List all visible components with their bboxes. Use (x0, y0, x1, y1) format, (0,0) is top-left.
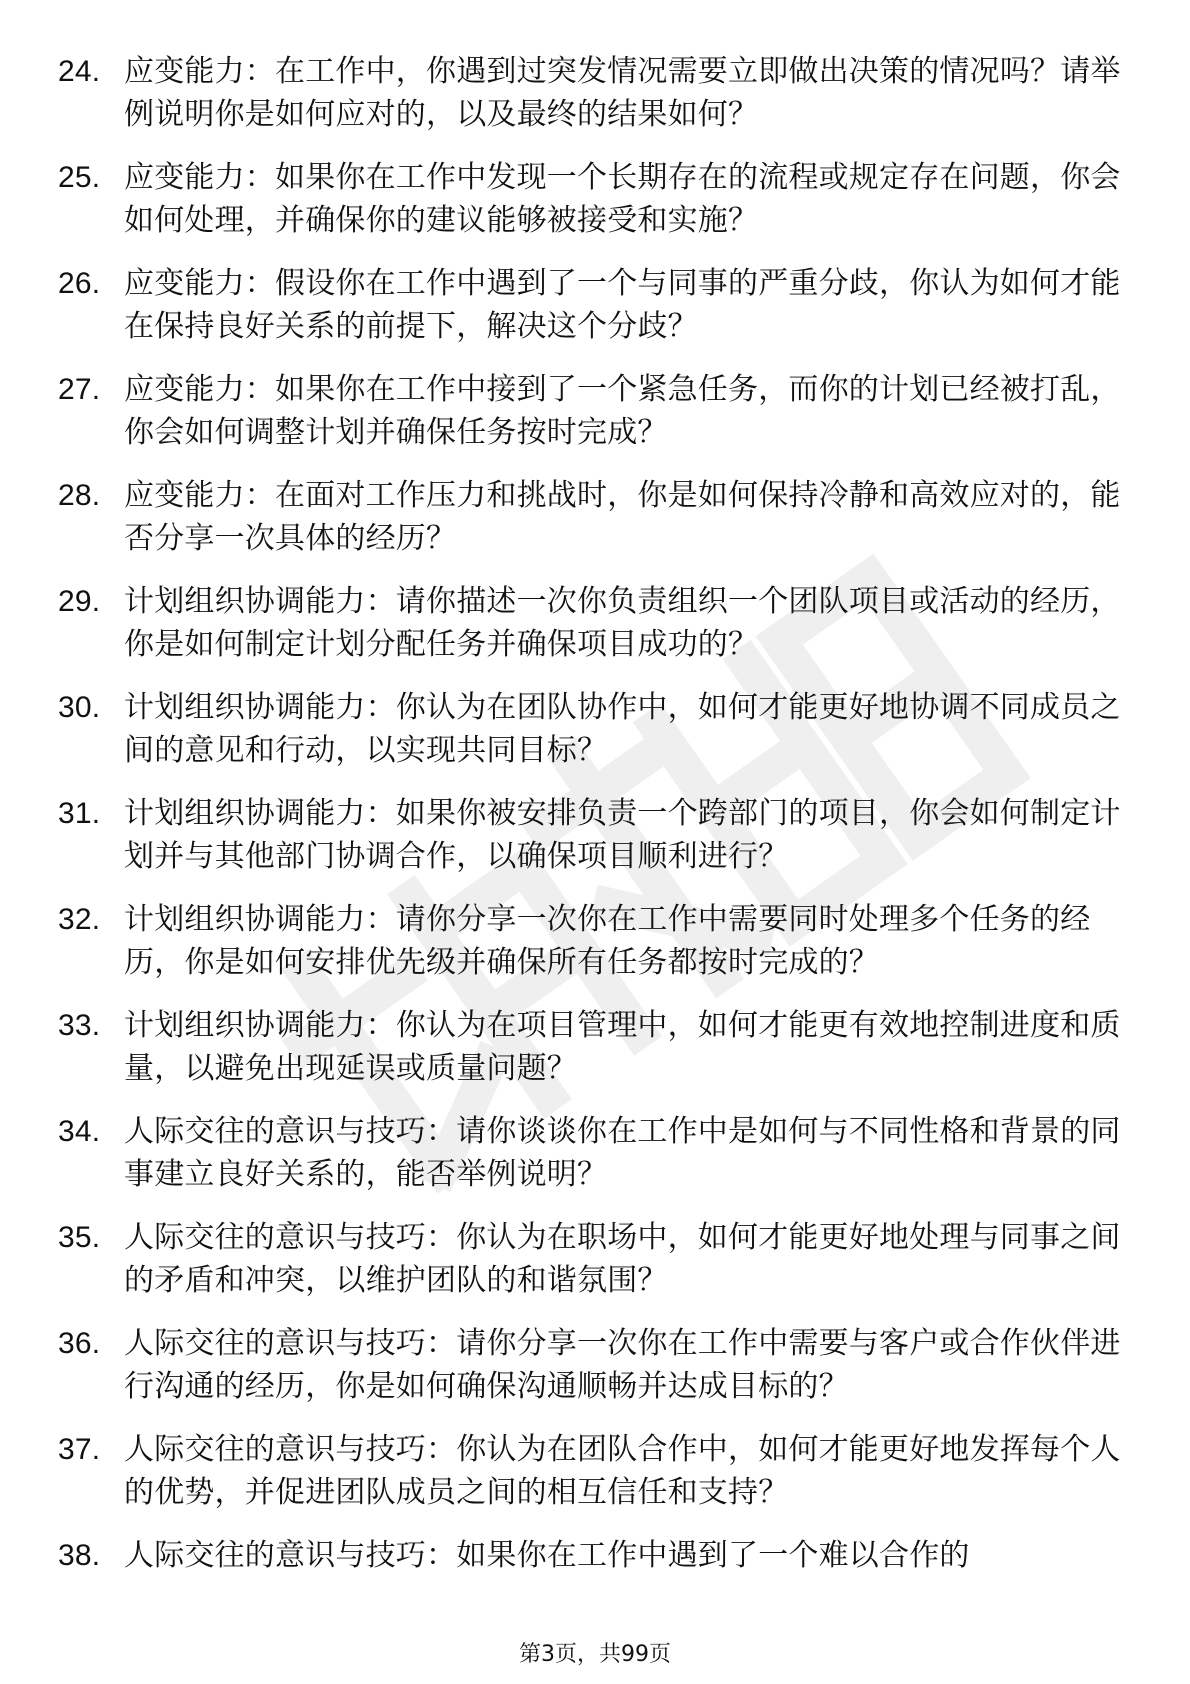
question-text: 人际交往的意识与技巧：如果你在工作中遇到了一个难以合作的 (124, 1538, 970, 1573)
question-item (58, 1534, 1128, 1577)
question-text: 人际交往的意识与技巧：你认为在团队合作中，如何才能更好地发挥每个人的优势，并促进团队成员之间的相互信任和支持？ (124, 1432, 1121, 1510)
question-item (58, 368, 1128, 454)
question-text: 应变能力：如果你在工作中接到了一个紧急任务，而你的计划已经被打乱，你会如何调整计划并确保任务按时完成？ (124, 372, 1121, 450)
question-number: 37. (58, 1433, 101, 1466)
question-item (58, 1428, 1128, 1514)
question-item (58, 1110, 1128, 1196)
question-number: 26. (58, 267, 101, 300)
question-item (58, 474, 1128, 560)
question-number: 36. (58, 1327, 101, 1360)
question-text: 人际交往的意识与技巧：请你谈谈你在工作中是如何与不同性格和背景的同事建立良好关系的，能否举例说明？ (124, 1114, 1121, 1192)
question-item (58, 156, 1128, 242)
question-item (58, 50, 1128, 136)
question-number: 24. (58, 55, 101, 88)
question-number: 29. (58, 585, 101, 618)
question-item (58, 262, 1128, 348)
question-number: 28. (58, 479, 101, 512)
question-number: 35. (58, 1221, 101, 1254)
question-text: 应变能力：在工作中，你遇到过突发情况需要立即做出决策的情况吗？请举例说明你是如何应对的，以及最终的结果如何？ (124, 54, 1121, 132)
question-number: 33. (58, 1009, 101, 1042)
question-text: 人际交往的意识与技巧：你认为在职场中，如何才能更好地处理与同事之间的矛盾和冲突，以维护团队的和谐氛围？ (124, 1220, 1121, 1298)
question-item (58, 792, 1128, 878)
question-list (58, 50, 1128, 1597)
question-text: 计划组织协调能力：如果你被安排负责一个跨部门的项目，你会如何制定计划并与其他部门协调合作，以确保项目顺利进行？ (124, 796, 1121, 874)
question-text: 计划组织协调能力：你认为在项目管理中，如何才能更有效地控制进度和质量，以避免出现延误或质量问题？ (124, 1008, 1121, 1086)
question-item (58, 686, 1128, 772)
question-text: 计划组织协调能力：请你描述一次你负责组织一个团队项目或活动的经历，你是如何制定计划分配任务并确保项目成功的？ (124, 584, 1121, 662)
question-number: 32. (58, 903, 101, 936)
question-text: 人际交往的意识与技巧：请你分享一次你在工作中需要与客户或合作伙伴进行沟通的经历，你是如何确保沟通顺畅并达成目标的？ (124, 1326, 1121, 1404)
question-text: 应变能力：假设你在工作中遇到了一个与同事的严重分歧，你认为如何才能在保持良好关系的前提下，解决这个分歧？ (124, 266, 1121, 344)
question-item (58, 1322, 1128, 1408)
question-item (58, 1216, 1128, 1302)
question-text: 计划组织协调能力：你认为在团队协作中，如何才能更好地协调不同成员之间的意见和行动，以实现共同目标？ (124, 690, 1121, 768)
question-text: 应变能力：在面对工作压力和挑战时，你是如何保持冷静和高效应对的，能否分享一次具体的经历？ (124, 478, 1121, 556)
question-text: 计划组织协调能力：请你分享一次你在工作中需要同时处理多个任务的经历，你是如何安排优先级并确保所有任务都按时完成的？ (124, 902, 1091, 980)
question-number: 34. (58, 1115, 101, 1148)
question-number: 30. (58, 691, 101, 724)
question-number: 27. (58, 373, 101, 406)
question-text: 应变能力：如果你在工作中发现一个长期存在的流程或规定存在问题，你会如何处理，并确保你的建议能够被接受和实施？ (124, 160, 1121, 238)
question-number: 25. (58, 161, 101, 194)
question-number: 31. (58, 797, 101, 830)
question-item (58, 580, 1128, 666)
page-number: 第3页，共99页 (519, 1642, 671, 1667)
question-item (58, 1004, 1128, 1090)
question-number: 38. (58, 1539, 101, 1572)
question-item (58, 898, 1128, 984)
